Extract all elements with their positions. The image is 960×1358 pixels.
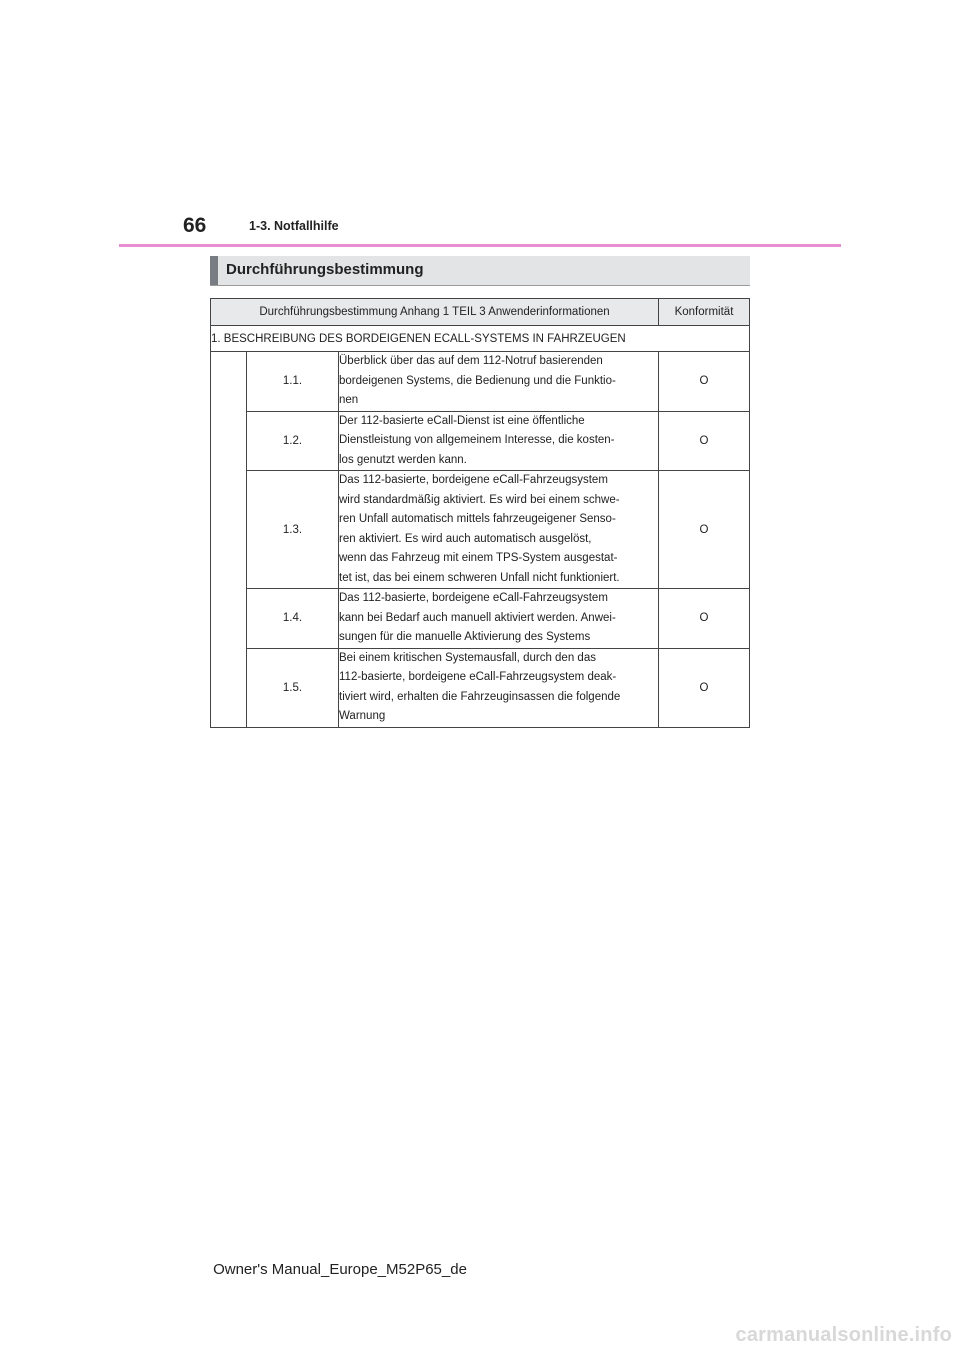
table-row	[211, 411, 750, 471]
description-line: tet ist, das bei einem schweren Unfall nicht funktioniert.	[339, 571, 620, 584]
footer-text: Owner's Manual_Europe_M52P65_de	[213, 1261, 467, 1278]
row-number: 1.2.	[247, 411, 339, 471]
table-header-row	[211, 299, 750, 326]
watermark-text: carmanualsonline.info	[735, 1324, 952, 1346]
description-line: Das 112-basierte, bordeigene eCall-Fahrzeugsystem	[339, 592, 608, 604]
description-line: nen	[339, 394, 359, 406]
chapter-title: 1-3. Notfallhilfe	[249, 219, 339, 233]
section-row	[211, 326, 750, 352]
description-line: 112-basierte, bordeigene eCall-Fahrzeugsystem deak-	[339, 671, 617, 683]
header-divider	[119, 244, 841, 247]
row-number: 1.5.	[247, 648, 339, 727]
table-row	[211, 352, 750, 412]
row-conformity: O	[659, 352, 750, 412]
description-line: tiviert wird, erhalten die Fahrzeuginsassen die folgende	[339, 690, 621, 703]
description-line: sungen für die manuelle Aktivierung des Systems	[339, 631, 591, 643]
description-line: Das 112-basierte, bordeigene eCall-Fahrzeugsystem	[339, 474, 608, 486]
row-number: 1.3.	[247, 471, 339, 589]
row-description	[339, 411, 659, 471]
description-line: bordeigenen Systems, die Bedienung und die Funktio-	[339, 374, 616, 387]
row-description	[339, 589, 659, 649]
section-accent	[210, 256, 218, 285]
section-row-cell: 1. BESCHREIBUNG DES BORDEIGENEN ECALL-SYSTEMS IN FAHRZEUGEN	[211, 326, 750, 352]
row-description	[339, 352, 659, 412]
row-number: 1.4.	[247, 589, 339, 649]
header-cell-conformity: Konformität	[659, 299, 750, 326]
footer	[0, 1261, 960, 1278]
table-row	[211, 589, 750, 649]
description-line: wenn das Fahrzeug mit einem TPS-System ausgestat-	[339, 552, 618, 564]
description-line: ren Unfall automatisch mittels fahrzeugeigener Senso-	[339, 513, 616, 525]
section-heading-bar	[210, 256, 750, 286]
table-row	[211, 471, 750, 589]
description-line: los genutzt werden kann.	[339, 453, 467, 466]
row-conformity: O	[659, 471, 750, 589]
header-cell-regulation: Durchführungsbestimmung Anhang 1 TEIL 3 Anwenderinformationen	[211, 299, 659, 326]
description-line: Warnung	[339, 710, 386, 722]
row-conformity: O	[659, 648, 750, 727]
description-line: Überblick über das auf dem 112-Notruf basierenden	[339, 355, 603, 367]
indent-cell	[211, 352, 247, 728]
section-title: Durchführungsbestimmung	[226, 261, 424, 278]
row-description	[339, 648, 659, 727]
table-row	[211, 648, 750, 727]
description-line: Der 112-basierte eCall-Dienst ist eine öffentliche	[339, 414, 585, 427]
description-line: Dienstleistung von allgemeinem Interesse, die kosten-	[339, 434, 615, 446]
regulation-table	[210, 298, 750, 728]
row-conformity: O	[659, 589, 750, 649]
description-line: wird standardmäßig aktiviert. Es wird bei einem schwe-	[339, 493, 620, 506]
row-number: 1.1.	[247, 352, 339, 412]
description-line: Bei einem kritischen Systemausfall, durch den das	[339, 651, 596, 664]
description-line: ren aktiviert. Es wird auch automatisch ausgelöst,	[339, 532, 592, 545]
page-number: 66	[183, 214, 207, 237]
row-conformity: O	[659, 411, 750, 471]
description-line: kann bei Bedarf auch manuell aktiviert werden. Anwei-	[339, 611, 616, 624]
row-description	[339, 471, 659, 589]
